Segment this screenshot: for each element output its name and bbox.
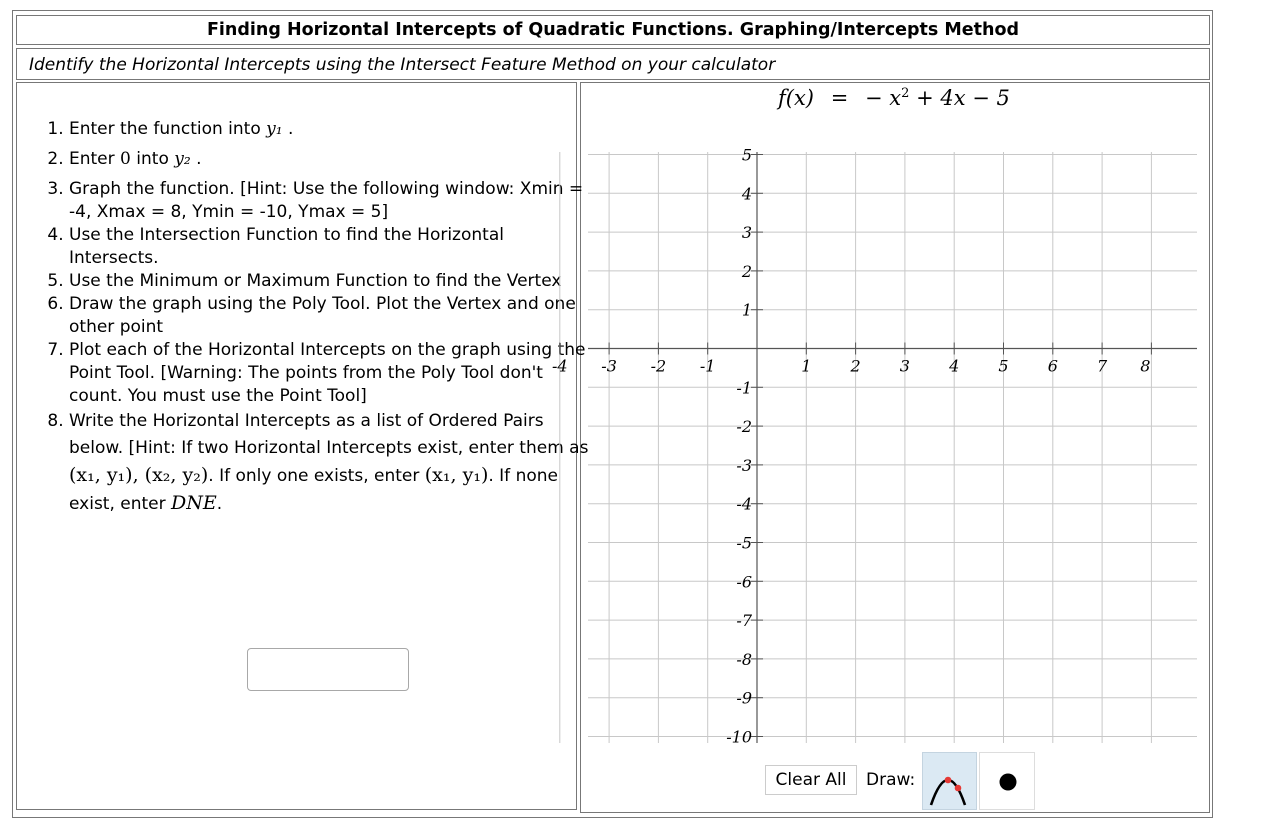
x-tick-label: 4 [949, 356, 960, 376]
y-tick-label: -3 [736, 455, 752, 475]
instruction-step: 7. Plot each of the Horizontal Intercepts on the graph using the Point Tool. [Warning: The points from the Poly Tool don't count. You must use the Point Tool] [69, 339, 589, 408]
x-tick-label: 1 [801, 356, 812, 376]
y-tick-label: 2 [741, 261, 752, 281]
page-subtitle: Identify the Horizontal Intercepts using the Intersect Feature Method on your calculator [16, 48, 1210, 80]
y-tick-label: 1 [741, 300, 752, 320]
x-tick-label: 3 [899, 356, 910, 376]
x-tick-label: -2 [650, 356, 667, 376]
y-tick-label: -5 [736, 533, 752, 553]
y-tick-label: -2 [736, 417, 752, 437]
y-tick-label: -9 [736, 688, 752, 708]
instruction-step: 1. Enter the function into y₁ . [69, 118, 589, 141]
y-tick-label: 3 [741, 223, 752, 243]
function-formula: f(x) = − $x^2 + 4x - 5$ [778, 86, 1010, 110]
instruction-step: 6. Draw the graph using the Poly Tool. Plot the Vertex and one other point [69, 293, 589, 339]
poly-tool-button[interactable] [922, 752, 977, 810]
y-tick-label: -10 [726, 727, 752, 747]
instruction-step: 8. Write the Horizontal Intercepts as a list of Ordered Pairs below. [Hint: If two Horizontal Intercepts exist, enter them as (x₁, y₁), (x₂, y₂). If only one exists, enter (x₁, y₁). If none exist, enter DNE. [69, 408, 589, 518]
x-tick-label: 8 [1140, 356, 1151, 376]
clear-all-button[interactable]: Clear All [765, 765, 857, 795]
instruction-step: 2. Enter 0 into y₂ . [69, 148, 589, 171]
parabola-icon [923, 753, 978, 811]
x-tick-label: 6 [1047, 356, 1058, 376]
point-tool-button[interactable] [979, 752, 1035, 810]
instruction-step: 3. Graph the function. [Hint: Use the following window: Xmin = -4, Xmax = 8, Ymin = -10, Ymax = 5] [69, 178, 589, 224]
x-tick-label: -4 [552, 356, 568, 376]
y-tick-label: -4 [736, 494, 752, 514]
y-tick-label: 4 [741, 184, 752, 204]
x-tick-label: -3 [601, 356, 617, 376]
y-tick-label: -8 [736, 649, 752, 669]
point-icon [980, 753, 1036, 811]
x-tick-label: -1 [699, 356, 716, 376]
x-tick-label: 5 [998, 356, 1009, 376]
instruction-list [20, 118, 589, 525]
y-tick-label: -6 [736, 572, 752, 592]
answer-input[interactable] [247, 648, 409, 691]
x-tick-label: 7 [1097, 356, 1108, 376]
y-tick-label: -1 [736, 378, 752, 398]
y-tick-label: -7 [736, 611, 752, 631]
draw-label: Draw: [866, 770, 916, 790]
x-tick-label: 2 [850, 356, 861, 376]
page-title: Finding Horizontal Intercepts of Quadratic Functions. Graphing/Intercepts Method [16, 15, 1210, 45]
coordinate-grid[interactable] [552, 142, 1205, 752]
y-tick-label: 5 [741, 145, 752, 165]
instruction-step: 4. Use the Intersection Function to find the Horizontal Intersects. [69, 224, 589, 270]
instruction-step: 5. Use the Minimum or Maximum Function to find the Vertex [69, 270, 589, 293]
